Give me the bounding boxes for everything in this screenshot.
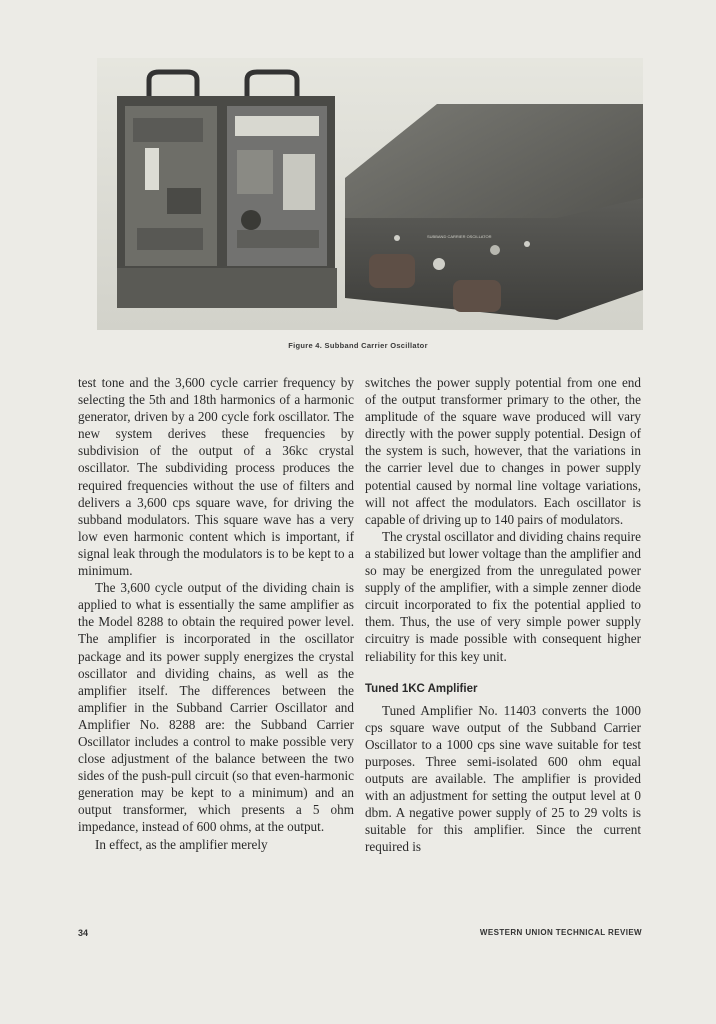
right-paragraph-3: Tuned Amplifier No. 11403 converts the 1000 cps square wave output of the Subband Carrier Oscillator to a 1000 cps sine wave suitable for test purposes. Three semi-isolated 600 ohm equal outputs are available. The amplifier is provided with an adjustment for setting the output level at 0 dbm. A negative power supply of 25 to 29 volts is suitable for this amplifier. Since the current required is [365, 702, 641, 855]
open-chassis [117, 72, 337, 308]
left-column [78, 374, 354, 853]
left-paragraph-1: test tone and the 3,600 cycle carrier frequency by selecting the 5th and 18th harmonics of a harmonic generator, driven by a 200 cycle fork oscillator. The new system derives these frequencies by subdivision of the output of a 36kc crystal oscillator. The subdividing process produces the required frequencies without the use of filters and delivers a 3,600 cps square wave, for driving the subband modulators. This square wave has a very low even harmonic content which is important, if signal leak through the modulators is to be kept to a minimum. [78, 375, 354, 579]
right-paragraph-2: The crystal oscillator and dividing chains require a stabilized but lower voltage than the amplifier and so may be energized from the unregulated power supply of the amplifier, with a simple zenner diode circuit incorporated to fix the potential applied to them. Thus, the use of very simple power supply circuitry is made possible with consequent higher reliability for this key unit. [365, 528, 641, 664]
page-number: 34 [78, 928, 89, 938]
left-paragraph-3: In effect, as the amplifier merely [95, 836, 268, 852]
right-column [365, 374, 641, 856]
panel-label: SUBBAND CARRIER OSCILLATOR [427, 234, 492, 239]
figure-photo [97, 58, 643, 330]
left-paragraph-2: The 3,600 cycle output of the dividing chain is applied to what is essentially the same amplifier as the Model 8288 to obtain the required power level. The amplifier is incorporated in the oscillator package and its power supply energizes the crystal oscillator and dividing chains, as well as the amplifier itself. The differences between the amplifier in the Subband Carrier Oscillator and Amplifier No. 8288 are: the Subband Carrier Oscillator includes a control to make possible very close adjustment of the balance between the two sides of the push-pull circuit (so that even-harmonic generation may be kept to a minimum) and an output transformer, which presents a 5 ohm impedance, instead of 600 ohms, at the output. [78, 580, 354, 835]
right-paragraph-1: switches the power supply potential from one end of the output transformer primary to the other, the amplitude of the square wave produced will vary directly with the power supply potential. Design of the system is such, however, that the variations in the carrier level due to changes in power supply potential caused by normal line voltage variations, will not affect the modulators. Each oscillator is capable of driving up to 140 pairs of modulators. [365, 375, 641, 527]
oscillator-photo-illustration [97, 58, 643, 330]
section-heading: Tuned 1KC Amplifier [365, 682, 478, 695]
figure-caption: Figure 4. Subband Carrier Oscillator [288, 341, 428, 350]
publication-title: WESTERN UNION TECHNICAL REVIEW [479, 928, 642, 937]
